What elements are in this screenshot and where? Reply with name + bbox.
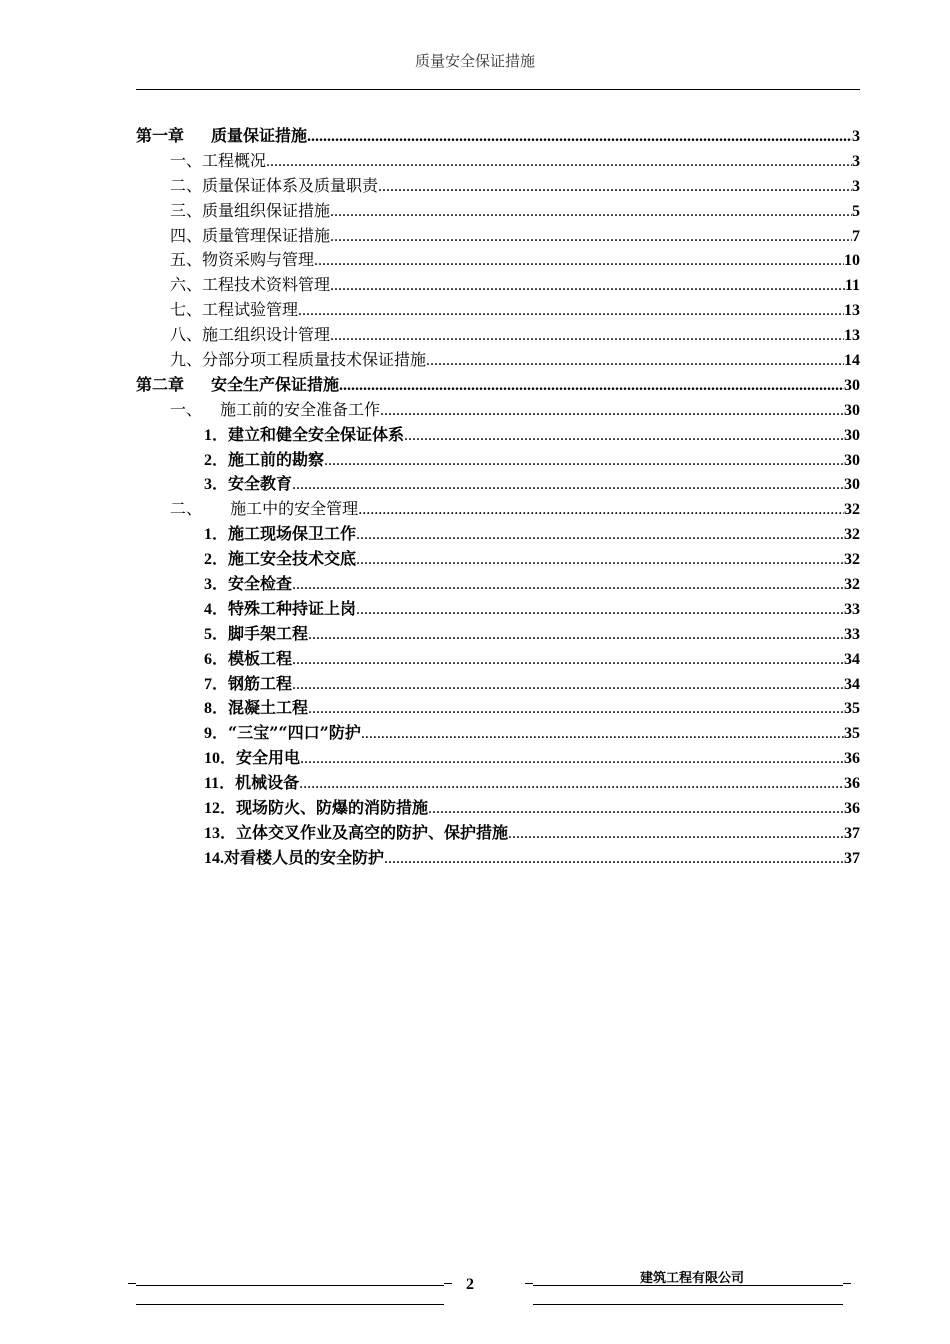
toc-entry-label: 七、工程试验管理 bbox=[170, 300, 299, 320]
toc-entry-page: 3 bbox=[852, 128, 860, 145]
toc-dot-leader bbox=[356, 548, 844, 573]
toc-entry[interactable] bbox=[136, 199, 860, 224]
toc-entry-label: 施工前的勘察 bbox=[228, 449, 325, 469]
toc-entry-number: 3． bbox=[204, 476, 229, 494]
toc-entry-label: 钢筋工程 bbox=[228, 673, 293, 693]
toc-entry-label: 建立和健全安全保证体系 bbox=[228, 424, 405, 444]
toc-dot-leader bbox=[330, 225, 852, 250]
toc-entry[interactable] bbox=[136, 273, 860, 298]
toc-entry[interactable] bbox=[136, 796, 860, 821]
footer-rule bbox=[533, 1304, 843, 1305]
toc-dot-leader bbox=[307, 125, 852, 150]
toc-entry-page: 34 bbox=[844, 675, 860, 693]
toc-entry[interactable] bbox=[136, 572, 860, 597]
toc-entry-page: 36 bbox=[844, 800, 860, 818]
header-rule bbox=[136, 89, 860, 90]
toc-entry-label: 一、工程概况 bbox=[170, 150, 267, 170]
toc-entry-label: 八、施工组织设计管理 bbox=[170, 325, 331, 345]
toc-entry-page: 32 bbox=[844, 501, 860, 519]
toc-entry-label: 质量保证措施 bbox=[211, 126, 308, 145]
footer-tick bbox=[525, 1283, 533, 1284]
toc-entry-page: 3 bbox=[852, 177, 860, 195]
toc-dot-leader bbox=[314, 249, 844, 274]
toc-dot-leader bbox=[330, 200, 852, 225]
toc-dot-leader bbox=[428, 797, 844, 822]
toc-dot-leader bbox=[384, 847, 844, 872]
toc-entry-label: “三宝”“四口”防护 bbox=[228, 723, 361, 743]
toc-entry-label: 脚手架工程 bbox=[228, 623, 309, 643]
toc-entry[interactable] bbox=[136, 672, 860, 697]
toc-dot-leader bbox=[361, 722, 844, 747]
toc-entry-label: 五、物资采购与管理 bbox=[170, 250, 315, 270]
toc-dot-leader bbox=[380, 399, 844, 424]
toc-entry-number: 10． bbox=[204, 750, 237, 768]
toc-entry[interactable] bbox=[136, 721, 860, 746]
toc-entry-label: 安全用电 bbox=[236, 748, 301, 768]
toc-dot-leader bbox=[299, 772, 844, 797]
toc-dot-leader bbox=[308, 697, 844, 722]
toc-dot-leader bbox=[300, 747, 844, 772]
toc-entry[interactable] bbox=[136, 647, 860, 672]
footer-tick bbox=[444, 1283, 452, 1284]
toc-entry[interactable] bbox=[136, 224, 860, 249]
toc-entry[interactable] bbox=[136, 174, 860, 199]
toc-entry[interactable] bbox=[136, 746, 860, 771]
toc-entry-label: 施工前的安全准备工作 bbox=[220, 399, 381, 419]
toc-entry-page: 34 bbox=[844, 650, 860, 668]
toc-dot-leader bbox=[356, 598, 844, 623]
toc-entry-label: 三、质量组织保证措施 bbox=[170, 200, 331, 220]
toc-entry-number: 8． bbox=[204, 700, 229, 718]
toc-entry-page: 32 bbox=[844, 576, 860, 594]
toc-entry-page: 30 bbox=[844, 451, 860, 469]
toc-entry-label: 六、工程技术资料管理 bbox=[170, 275, 331, 295]
toc-entry-page: 32 bbox=[844, 526, 860, 544]
toc-chapter-entry[interactable] bbox=[136, 373, 860, 398]
toc-entry-number: 第一章 bbox=[136, 126, 185, 145]
toc-entry-number: 4． bbox=[204, 600, 229, 618]
page-number: 2 bbox=[466, 1276, 474, 1293]
toc-entry-number: 第二章 bbox=[136, 374, 185, 394]
toc-entry-page: 13 bbox=[844, 302, 860, 320]
toc-entry-number: 二、 bbox=[170, 499, 203, 519]
toc-entry[interactable] bbox=[136, 846, 860, 871]
toc-entry[interactable] bbox=[136, 622, 860, 647]
toc-entry[interactable] bbox=[136, 547, 860, 572]
toc-entry[interactable] bbox=[136, 771, 860, 796]
toc-entry-label: 安全教育 bbox=[228, 474, 293, 494]
toc-entry[interactable] bbox=[136, 522, 860, 547]
toc-entry[interactable] bbox=[136, 696, 860, 721]
toc-dot-leader bbox=[308, 623, 844, 648]
toc-entry-number: 14. bbox=[204, 849, 224, 867]
toc-dot-leader bbox=[356, 523, 844, 548]
toc-entry[interactable] bbox=[136, 298, 860, 323]
toc-entry-page: 30 bbox=[844, 426, 860, 444]
toc-entry-label: 特殊工种持证上岗 bbox=[228, 598, 357, 618]
toc-dot-leader bbox=[292, 473, 844, 498]
toc-dot-leader bbox=[292, 673, 844, 698]
toc-chapter-entry[interactable] bbox=[136, 124, 860, 149]
toc-entry-number: 6． bbox=[204, 650, 229, 668]
toc-entry-page: 14 bbox=[844, 352, 860, 370]
toc-entry-label: 施工安全技术交底 bbox=[228, 549, 357, 569]
toc-entry-page: 13 bbox=[844, 327, 860, 345]
toc-dot-leader bbox=[426, 349, 844, 374]
toc-entry-number: 2． bbox=[204, 551, 229, 569]
toc-entry-number: 12． bbox=[204, 800, 237, 818]
footer-rule bbox=[136, 1285, 444, 1286]
toc-dot-leader bbox=[266, 150, 852, 175]
toc-dot-leader bbox=[292, 573, 844, 598]
toc-entry-page: 37 bbox=[844, 824, 860, 842]
toc-entry-page: 33 bbox=[844, 600, 860, 618]
toc-dot-leader bbox=[324, 449, 844, 474]
toc-entry-label: 四、质量管理保证措施 bbox=[170, 225, 331, 245]
toc-entry-label: 混凝土工程 bbox=[228, 698, 309, 718]
toc-entry-label: 安全检查 bbox=[228, 574, 293, 594]
toc-entry-page: 30 bbox=[844, 476, 860, 494]
toc-entry[interactable] bbox=[136, 597, 860, 622]
toc-entry[interactable] bbox=[136, 149, 860, 174]
toc-entry-number: 1． bbox=[204, 426, 229, 444]
toc-entry-page: 36 bbox=[844, 750, 860, 768]
toc-entry-label: 现场防火、防爆的消防措施 bbox=[236, 798, 429, 818]
toc-entry-page: 11 bbox=[844, 277, 860, 295]
toc-entry-page: 32 bbox=[844, 551, 860, 569]
toc-dot-leader bbox=[330, 274, 845, 299]
toc-entry-number: 13． bbox=[204, 824, 237, 842]
table-of-contents bbox=[136, 124, 860, 871]
toc-entry[interactable] bbox=[136, 497, 860, 522]
toc-dot-leader bbox=[508, 822, 844, 847]
company-name: 建筑工程有限公司 bbox=[640, 1271, 745, 1286]
toc-entry-page: 35 bbox=[844, 700, 860, 718]
footer-tick bbox=[128, 1283, 136, 1284]
toc-entry-number: 一、 bbox=[170, 399, 203, 419]
toc-entry-label: 二、质量保证体系及质量职责 bbox=[170, 175, 379, 195]
footer-tick bbox=[843, 1283, 851, 1284]
toc-entry-number: 11． bbox=[204, 775, 236, 793]
toc-entry-page: 36 bbox=[844, 775, 860, 793]
toc-entry[interactable] bbox=[136, 348, 860, 373]
toc-entry-page: 37 bbox=[844, 849, 860, 867]
toc-entry-number: 2． bbox=[204, 451, 229, 469]
toc-dot-leader bbox=[298, 299, 844, 324]
toc-entry[interactable] bbox=[136, 472, 860, 497]
toc-entry-label: 施工现场保卫工作 bbox=[228, 524, 357, 544]
toc-entry-number: 5． bbox=[204, 625, 229, 643]
toc-entry-number: 1． bbox=[204, 526, 229, 544]
toc-entry-page: 30 bbox=[844, 401, 860, 419]
toc-entry[interactable] bbox=[136, 423, 860, 448]
toc-entry-page: 10 bbox=[844, 252, 860, 270]
toc-entry[interactable] bbox=[136, 448, 860, 473]
page-header-title: 质量安全保证措施 bbox=[414, 52, 535, 70]
toc-entry-number: 7． bbox=[204, 675, 229, 693]
toc-entry-number: 3． bbox=[204, 576, 229, 594]
toc-entry-page: 7 bbox=[852, 227, 860, 245]
toc-dot-leader bbox=[330, 324, 844, 349]
toc-entry-label: 模板工程 bbox=[228, 648, 293, 668]
toc-entry-number: 9． bbox=[204, 725, 229, 743]
toc-entry-label: 立体交叉作业及高空的防护、保护措施 bbox=[236, 822, 509, 842]
toc-entry-page: 33 bbox=[844, 625, 860, 643]
toc-entry[interactable] bbox=[136, 323, 860, 348]
toc-entry-page: 35 bbox=[844, 725, 860, 743]
toc-dot-leader bbox=[358, 498, 844, 523]
toc-dot-leader bbox=[404, 424, 844, 449]
toc-entry-label: 机械设备 bbox=[235, 773, 300, 793]
toc-entry-label: 对看楼人员的安全防护 bbox=[224, 847, 385, 867]
toc-entry-page: 30 bbox=[844, 376, 860, 394]
toc-entry-label: 九、分部分项工程质量技术保证措施 bbox=[170, 350, 427, 370]
toc-dot-leader bbox=[339, 374, 844, 399]
toc-entry[interactable] bbox=[136, 248, 860, 273]
toc-entry[interactable] bbox=[136, 398, 860, 423]
toc-entry-page: 5 bbox=[852, 202, 860, 220]
toc-entry[interactable] bbox=[136, 821, 860, 846]
toc-dot-leader bbox=[292, 648, 844, 673]
footer-rule bbox=[136, 1304, 444, 1305]
toc-entry-page: 3 bbox=[852, 152, 860, 170]
toc-entry-label: 安全生产保证措施 bbox=[211, 374, 340, 394]
toc-entry-label: 施工中的安全管理 bbox=[220, 499, 359, 519]
toc-dot-leader bbox=[378, 175, 852, 200]
